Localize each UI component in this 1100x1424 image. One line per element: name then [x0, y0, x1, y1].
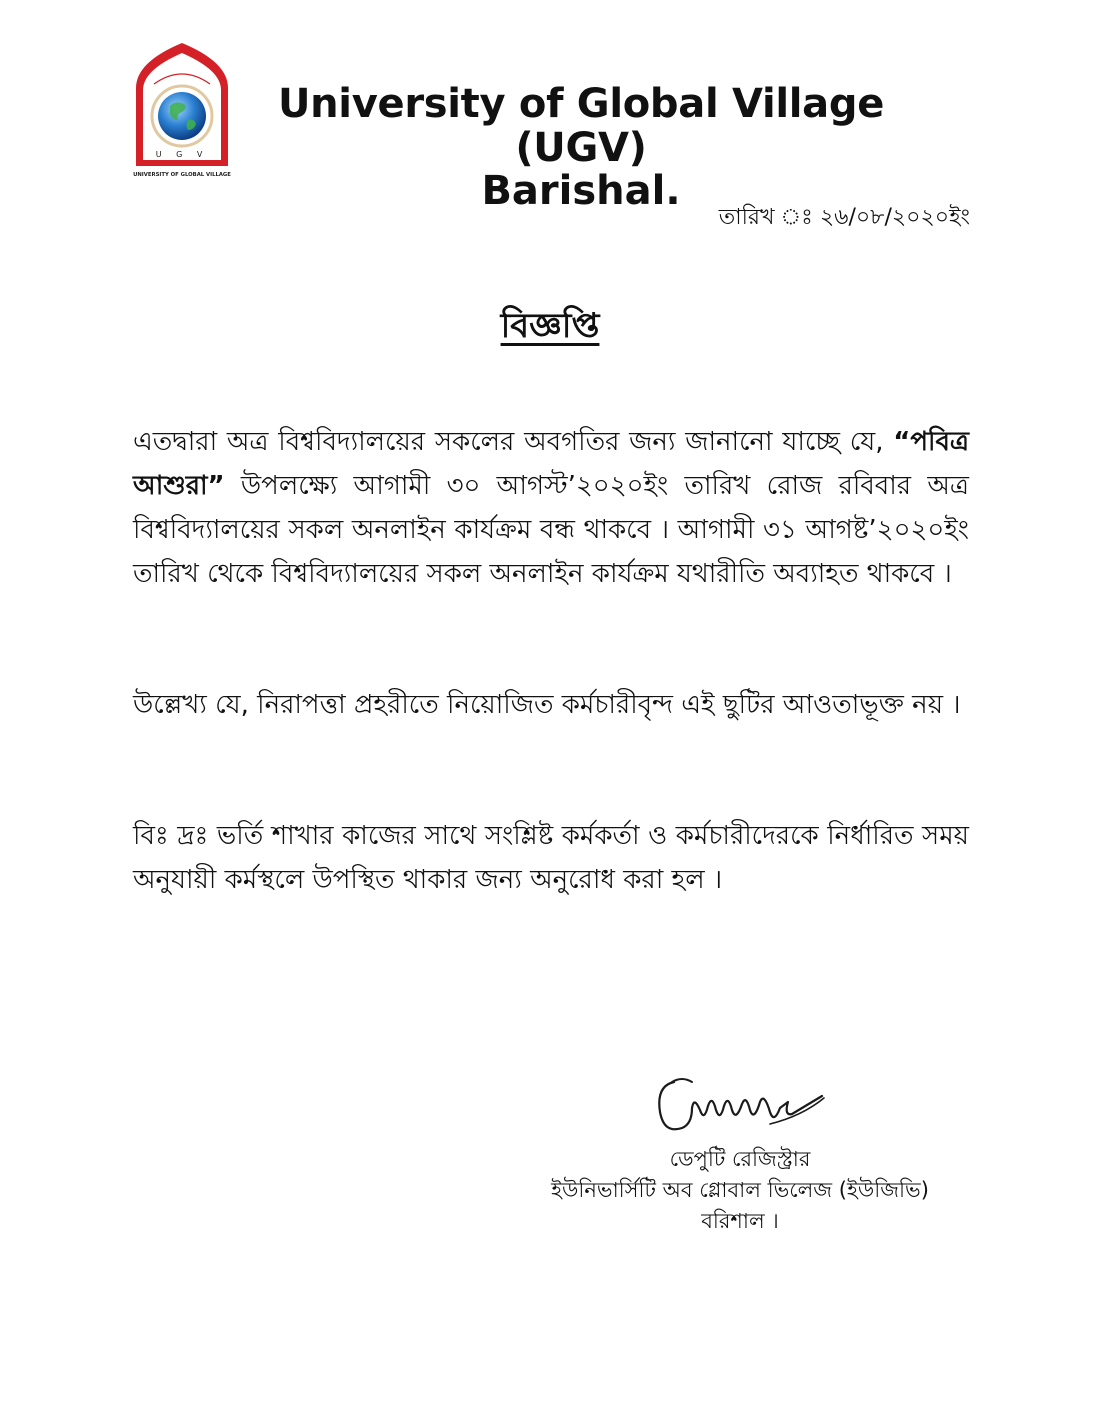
ugv-crest-logo [132, 40, 232, 180]
paragraph1-intro: এতদ্বারা অত্র বিশ্ববিদ্যালয়ের সকলের অবগতির জন্য জানানো যাচ্ছে যে, [133, 427, 884, 457]
university-name: University of Global Village (UGV) [277, 81, 885, 171]
logo-letters: U G V [155, 150, 209, 159]
notice-title: বিজ্ঞপ্তি [500, 306, 600, 346]
paragraph-note: বিঃ দ্রঃ ভর্তি শাখার কাজের সাথে সংশ্লিষ্ট কর্মকর্তা ও কর্মচারীদেরকে নির্ধারিত সময় অনুযায়ী কর্মস্থলে উপস্থিত থাকার জন্য অনুরোধ করা হল । [133, 821, 969, 895]
notice-date: তারিখ ঃ ২৬/০৮/২০২০ইং [718, 205, 970, 230]
signatory-location: বরিশাল । [701, 1209, 779, 1233]
paragraph1-occasion: “পবিত্র আশুরা” [133, 427, 970, 501]
signatory-organization: ইউনিভার্সিটি অব গ্লোবাল ভিলেজ (ইউজিভি) [551, 1178, 929, 1202]
university-heading [236, 82, 926, 212]
handwritten-signature [652, 1068, 832, 1144]
university-city: Barishal. [481, 168, 681, 214]
paragraph1-rest: উপলক্ষ্যে আগামী ৩০ আগস্ট’২০২০ইং তারিখ রোজ রবিবার অত্র বিশ্ববিদ্যালয়ের সকল অনলাইন কার্যক্রম বন্ধ থাকবে । আগামী ৩১ আগষ্ট’২০২০ইং তারিখ থেকে বিশ্ববিদ্যালয়ের সকল অনলাইন কার্যক্রম যথারীতি অব্যাহত থাকবে । [133, 471, 969, 589]
paragraph-exception: উল্লেখ্য যে, নিরাপত্তা প্রহরীতে নিয়োজিত কর্মচারীবৃন্দ এই ছুটির আওতাভূক্ত নয় । [133, 690, 961, 720]
notice-title-wrapper [0, 300, 1100, 357]
signatory-designation: ডেপুটি রেজিস্ট্রার [669, 1147, 811, 1171]
paragraph-announcement [133, 420, 969, 596]
logo-caption: UNIVERSITY OF GLOBAL VILLAGE [133, 172, 231, 178]
